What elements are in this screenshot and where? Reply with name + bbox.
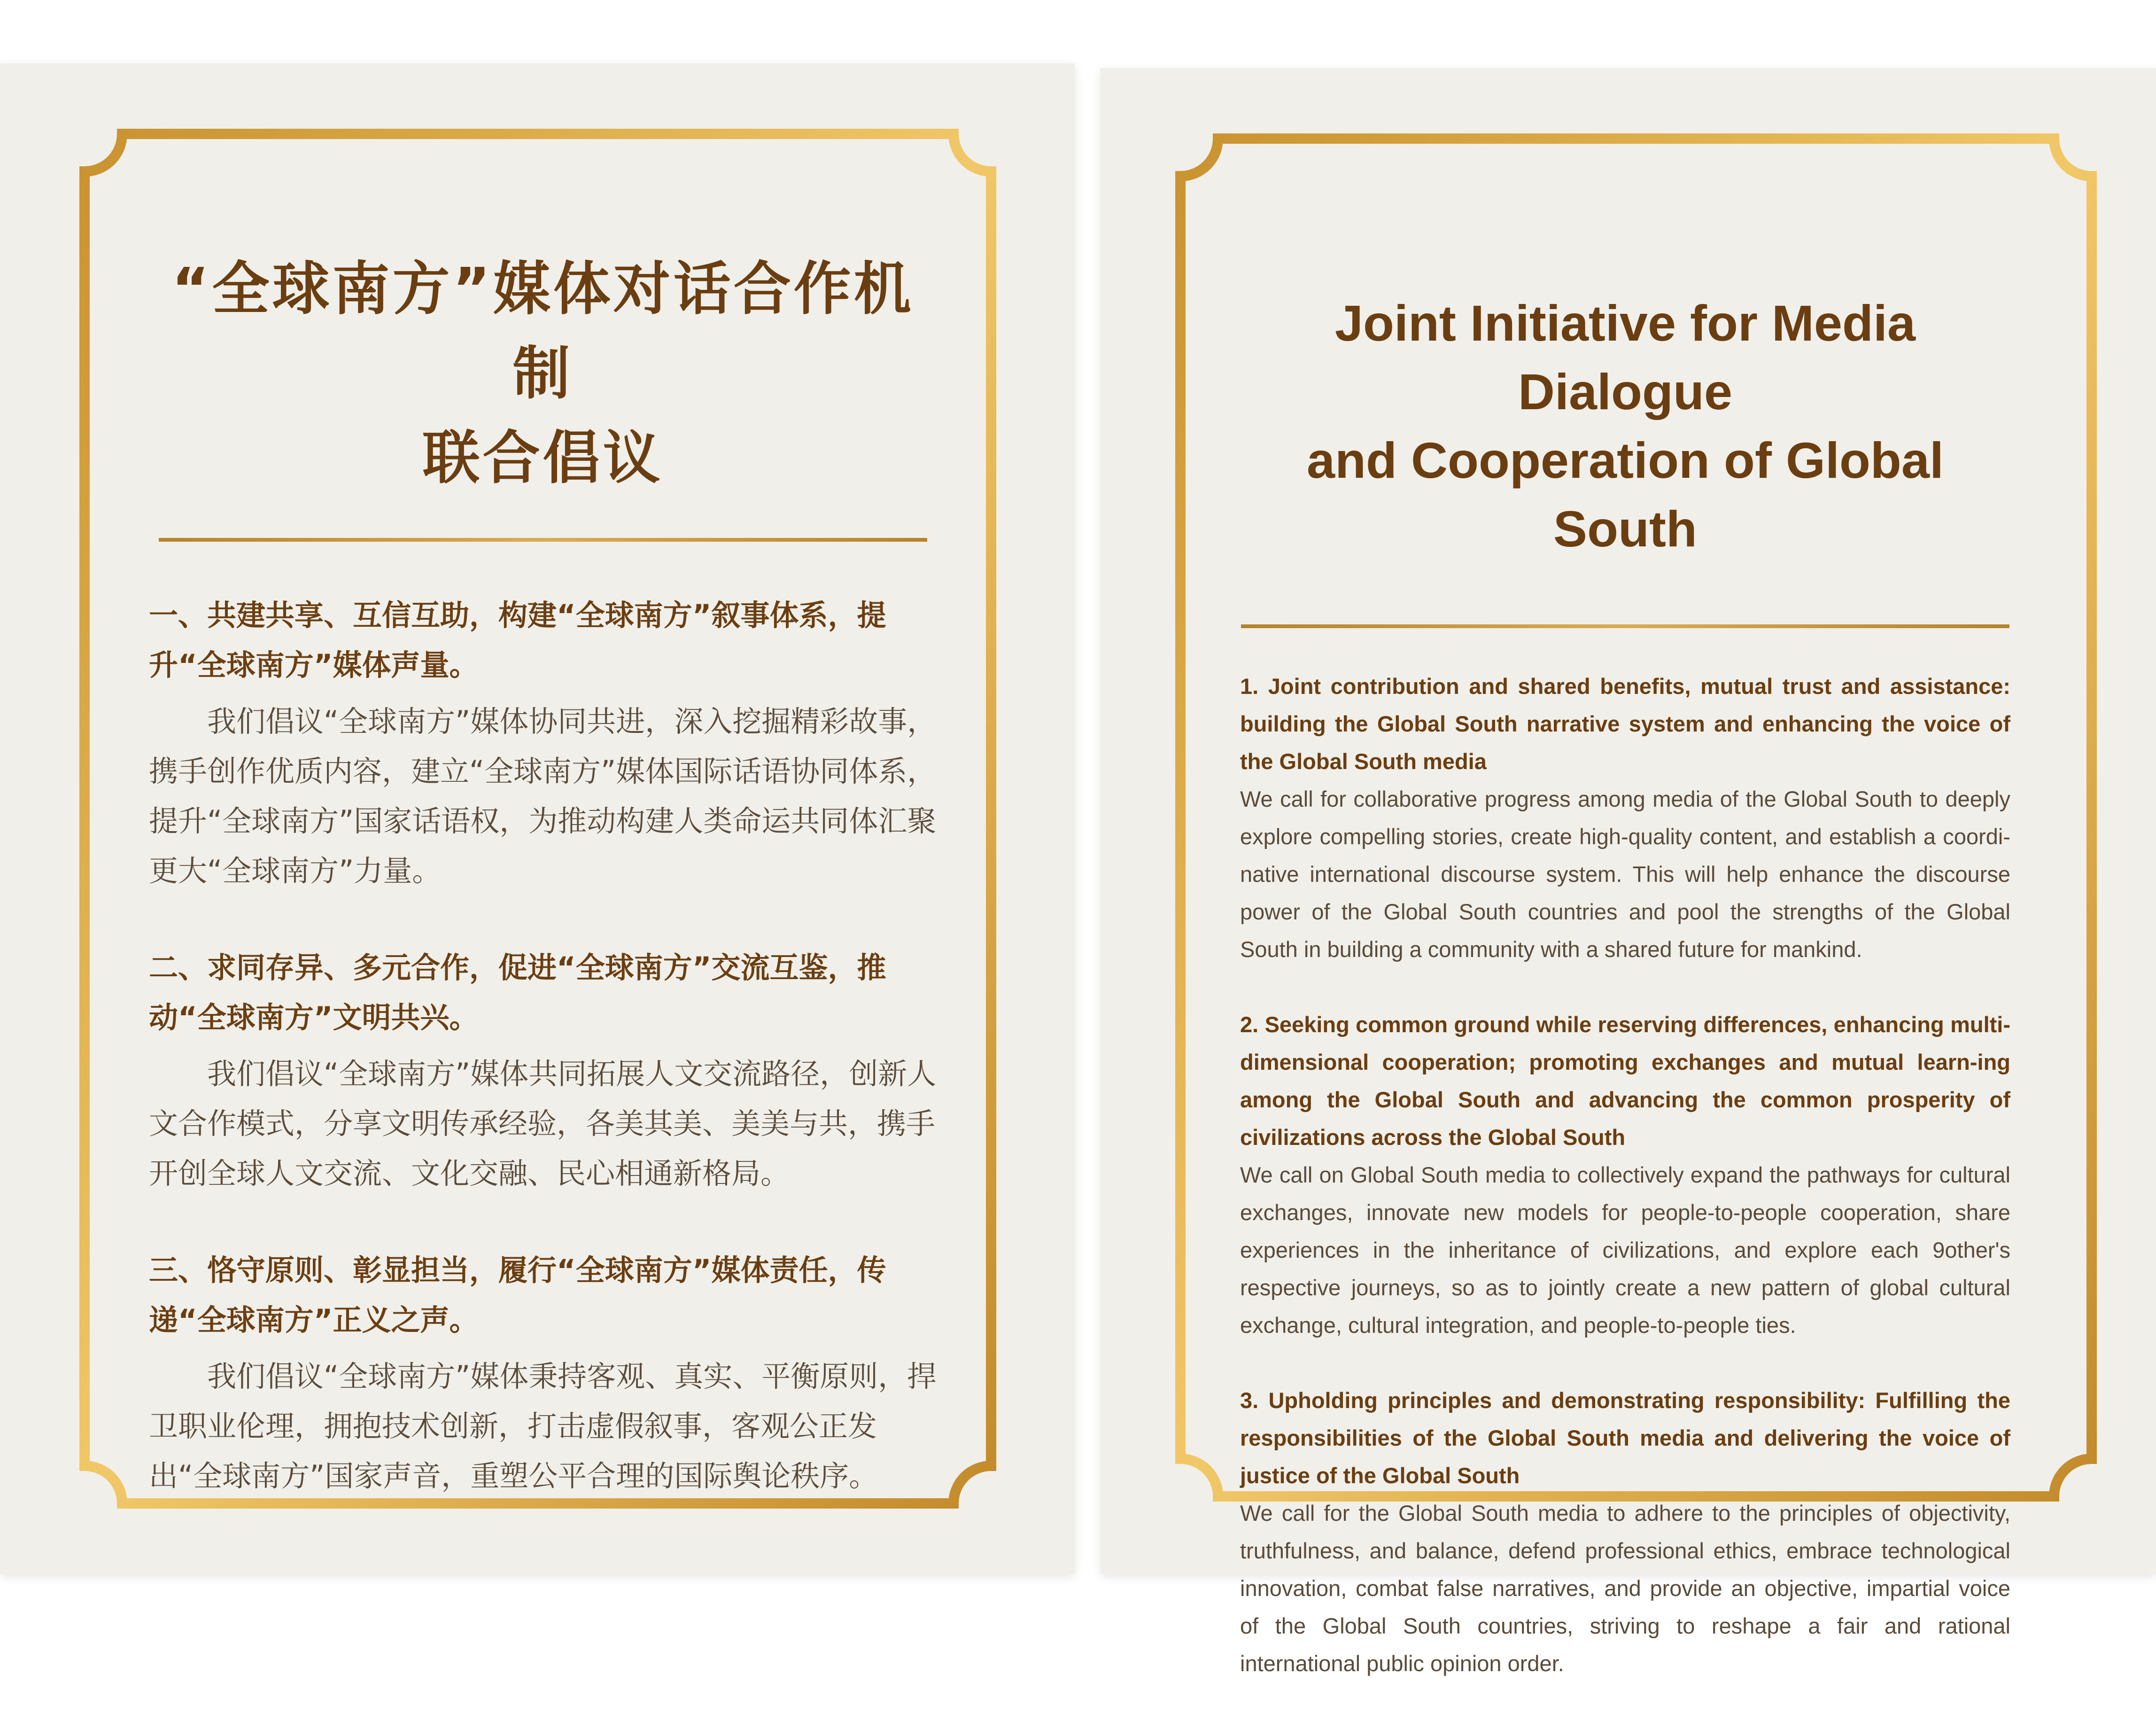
section-3	[1240, 1382, 2010, 1682]
section-body: We call for the Global South media to adhere to the principles of objectivity, truthfulness, and balance, defend professional ethics, embrace technological innovation, combat false narratives, and provide an objective, impartial voice of the Global South countries, striving to reshape a fair and rational international public opinion order.	[1240, 1501, 2010, 1676]
section-body: We call on Global South media to collectively expand the pathways for cultural exchanges, innovate new models for people-to-people cooperation, share experiences in the inheritance of civilizations, and explore each 9other's respective journeys, so as to jointly create a new pattern of global cultural exchange, cultural integration, and people-to-people ties.	[1240, 1162, 2010, 1338]
chinese-initiative-panel	[0, 63, 1075, 1574]
section-1	[149, 591, 937, 896]
title-line-1: “全球南方”媒体对话合作机制	[171, 256, 914, 407]
section-body: 我们倡议“全球南方”媒体协同共进，深入挖掘精彩故事，携手创作优质内容，建立“全球南方”媒体国际话语协同体系，提升“全球南方”国家话语权，为推动构建人类命运共同体汇聚更大“全球南方”力量。	[149, 704, 937, 888]
title-divider	[159, 538, 927, 542]
document-title	[149, 247, 937, 500]
section-heading: 三、恪守原则、彰显担当，履行“全球南方”媒体责任，传递“全球南方”正义之声。	[149, 1253, 886, 1337]
section-body: 我们倡议“全球南方”媒体共同拓展人文交流路径，创新人文合作模式，分享文明传承经验，各美其美、美美与共，携手开创全球人文交流、文化交融、民心相通新格局。	[149, 1057, 937, 1191]
document-title	[1240, 289, 2010, 563]
section-1	[1240, 668, 2010, 968]
title-line-2: and Cooperation of Global South	[1307, 432, 1944, 557]
section-body: 我们倡议“全球南方”媒体秉持客观、真实、平衡原则，捍卫职业伦理，拥抱技术创新，打击虚假叙事，客观公正发出“全球南方”国家声音，重塑公平合理的国际舆论秩序。	[149, 1359, 937, 1493]
title-divider	[1241, 624, 2009, 628]
section-heading: 一、共建共享、互信互助，构建“全球南方”叙事体系，提升“全球南方”媒体声量。	[149, 598, 886, 682]
section-3	[149, 1245, 937, 1501]
title-line-2: 联合倡议	[422, 425, 663, 491]
section-heading: 1. Joint contribution and shared benefits, mutual trust and assistance: building the Global South narrative system and enhancing the voice of the Global South media	[1240, 674, 2010, 774]
english-initiative-panel	[1101, 68, 2156, 1676]
section-heading: 2. Seeking common ground while reserving differences, enhancing multi-dimensional cooperation; promoting exchanges and mutual learn-ing among the Global South and advancing the common prosperity of civilizations across the Global South	[1240, 1012, 2010, 1150]
title-line-1: Joint Initiative for Media Dialogue	[1334, 295, 1916, 420]
section-2	[149, 943, 937, 1199]
section-body: We call for collaborative progress among media of the Global South to deeply explore compelling stories, create high-quality content, and establish a coordi-native international discourse system. This will help enhance the discourse power of the Global South countries and pool the strengths of the Global South in building a community with a shared future for mankind.	[1240, 786, 2010, 962]
section-heading: 二、求同存异、多元合作，促进“全球南方”交流互鉴，推动“全球南方”文明共兴。	[149, 950, 886, 1035]
section-heading: 3. Upholding principles and demonstrating responsibility: Fulfilling the responsibilities of the Global South media and delivering the voice of justice of the Global South	[1240, 1388, 2010, 1488]
section-2	[1240, 1006, 2010, 1344]
